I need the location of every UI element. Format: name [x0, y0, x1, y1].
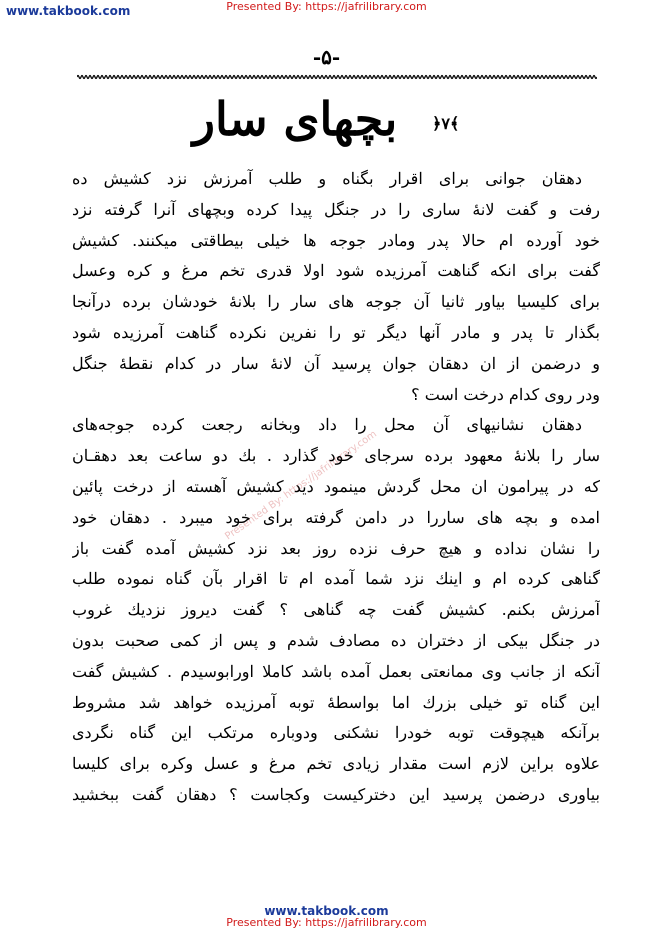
text-line: علاوه براین لازم است مقدار زیادی تخم مرغ و عسل وکره برای کلیسا: [72, 754, 600, 774]
text-line: در جنگل بیکی از دختران ده مصادف شدم و پس از کمی صحبت بدون: [72, 630, 600, 650]
presented-by-bottom[interactable]: Presented By: https://jafrilibrary.com: [226, 916, 427, 929]
text-line: برای کلیسیا بیاور ثانیا آن جوجه های سار را بلانهٔ خودشان برده درآنجا: [72, 292, 600, 312]
text-line: آنکه از جانب وی ممانعتی بعمل آمده باشد کاملا اورابوسیدم . کشیش گفت: [72, 661, 600, 681]
text-line: گناهی کرده ام و اینك نزد شما آمده ام تا اقرار بآن گناه نموده طلب: [72, 569, 600, 589]
presented-by-top[interactable]: Presented By: https://jafrilibrary.com: [226, 0, 427, 13]
text-line: رفت و گفت لانهٔ ساری را در جنگل پیدا کرده وبچهای آنرا گرفته نزد: [72, 199, 600, 219]
text-line: برآنکه هیچوقت توبه خودرا نشکنی ودوباره مرتکب این گناه نگردی: [72, 723, 600, 743]
text-line: را نشان نداده و هیچ حرف نزده روز بعد نزد کشیش آمده گفت باز: [72, 538, 600, 558]
text-line: سار را بلانهٔ معهود برده سرجای خود گذارد . بك دو ساعت بعد دهقـان: [72, 446, 600, 466]
story-body: [72, 164, 600, 811]
text-line: دهقان نشانیهای آن محل را داد وبخانه رجعت کرده جوجه‌های: [72, 415, 582, 435]
text-line: ودر روی کدام درخت است ؟: [411, 384, 600, 404]
text-line: و درضمن از ان دهقان جوان پرسید آن لانهٔ سار در کدام نقطهٔ جنگل: [72, 353, 600, 373]
text-line: که در پیرامون ان محل گردش مینمود دید کشیش آهسته از درخت پائین: [72, 476, 600, 496]
text-line: گفت برای انکه گناهت آمرزیده شود اولا قدری تخم مرغ و کره وعسل: [72, 261, 600, 281]
text-line: بگذار تا پدر و مادر آنها دیگر تو را نفرین نکرده گناهت آمرزیده شود: [72, 322, 600, 342]
site-link-top[interactable]: www.takbook.com: [6, 4, 131, 18]
text-line: آمرزش بکنم. کشیش گفت چه گناهی ؟ گفت دیروز نزدیك غروب: [72, 600, 600, 620]
site-link-bottom[interactable]: www.takbook.com: [264, 904, 389, 918]
page-number: -۵-: [312, 45, 341, 69]
text-line: این گناه تو خیلی بزرك اما بواسطهٔ توبه آمرزیده خواهد شد مشروط: [72, 692, 600, 712]
chapter-title: بچهای سار: [192, 92, 398, 146]
wavy-rule: [77, 74, 597, 80]
text-line: خود آورده ام حالا پدر ومادر جوجه ها خیلی بیطاقتی میکنند. کشیش: [72, 230, 600, 250]
text-line: دهقان جوانی برای اقرار بگناه و طلب آمرزش نزد کشیش ده: [72, 169, 582, 188]
section-marker: ﴿۷﴾: [432, 114, 460, 133]
text-line: امده و بچه های ساررا در دامن گرفته برای خود میبرد . دهقان خود: [72, 507, 600, 527]
text-line: بیاوری درضمن پرسید این دخترکیست وکجاست ؟ دهقان گفت ببخشید: [72, 784, 600, 804]
watermark-text: Presented By: https://jafrilibrary.com: [223, 428, 379, 543]
